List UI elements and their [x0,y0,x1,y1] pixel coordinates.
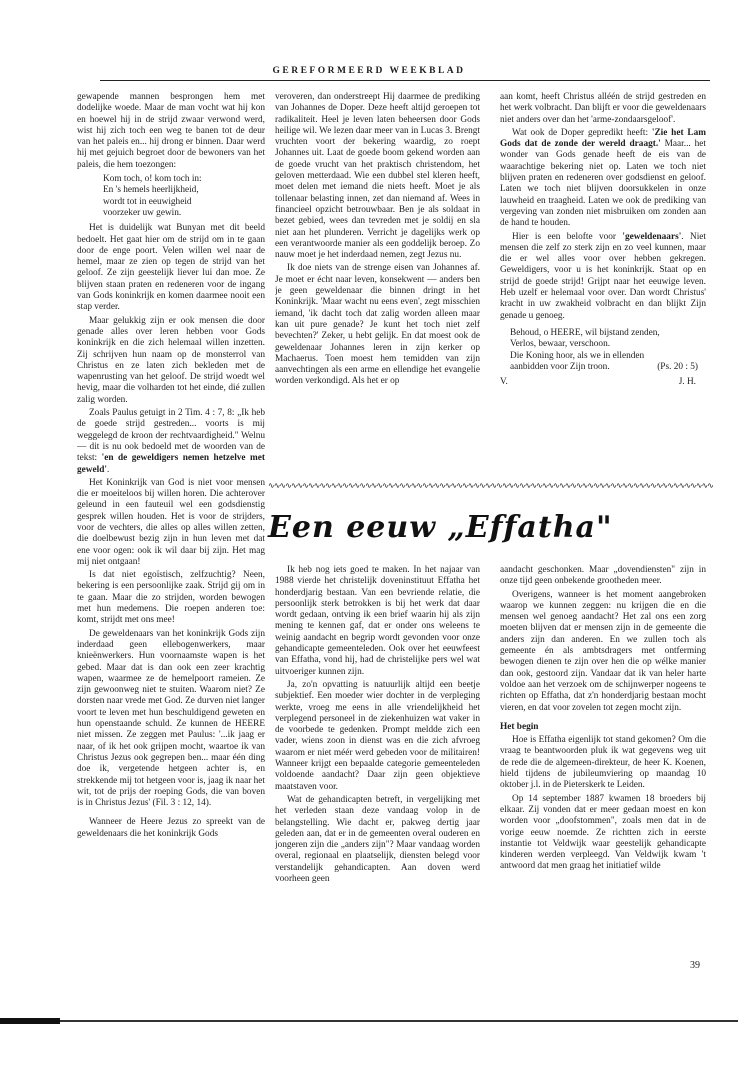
paragraph: Overigens, wanneer is het moment aangebroken waarop we kunnen zeggen: nu krijgen die en die mensen wel genoeg aandacht? Het zal ons een zorg moeten blijven dat er mensen zijn in de gemeente die anders zijn dan anderen. En we zullen toch als gemeente én als ambtsdragers met ontferming bewogen dienen te zijn over hen die op wélke manier dan ook, gestoord zijn. Vandaar dat ik van heler harte voldoe aan het verzoek om de schijnwerper nogeens te richten op Effatha, dat z'n honderdjarig bestaan mocht vieren, en dat voor zovelen tot zegen mocht zijn. [500,589,706,713]
paragraph: Wanneer de Heere Jezus zo spreekt van de geweldenaars die het koninkrijk Gods [77,817,265,839]
poem-line-text: aanbidden voor Zijn troon. [510,361,610,372]
running-header: GEREFORMEERD WEEKBLAD [272,66,466,76]
text-run: Wat ook de Doper gepredikt heeft: [512,127,652,138]
paragraph: veroveren, dan onderstreept Hij daarmee de prediking van Johannes de Doper. Deze heeft altijd geroepen tot radikaliteit. Heel je leven laten beheersen door Gods heilige wil. We lezen daar meer van in Lucas 3. Brengt vruchten voort der bekering waardig, zo roept Johannes uit. Laat de goede boom gekend worden aan de goede vrucht van het praktisch christendom, het geloven metterdaad. Wie een dubbel stel kleren heeft, moet delen met iemand die niets heeft. Moet je als tollenaar belasting innen, zet dan niemand af. Wees in financieel opzicht betrouwbaar. Ben je als soldaat in bezet gebied, wees dan tevreden met je soldij en sla niet aan het plunderen. Verricht je dagelijks werk op een verantwoorde manier als een goddelijk beroep. Zo nauw moet je het inderdaad nemen, zegt Jezus nu. [275,92,480,261]
text-run: Hier is een belofte voor [512,231,623,242]
paragraph: Maar gelukkig zijn er ook mensen die door genade alles over leren hebben voor Gods koninkrijk en die zich helemaal willen inzetten. Zij schrijven hun naam op de monsterrol van Christus en ze laten zich bekleden met de wapenrusting van het geloof. De strijd woedt wel hevig, maar die volharden tot het einde, dié zullen zalig worden. [77,315,265,405]
signature [500,377,706,388]
text-run: . Niet mensen die zelf zo sterk zijn en zo veel kunnen, maar die er wel alles voor over hebben gekregen. Geweldigers, voor u is het koninkrijk. Staat op en strijd de goede strijd! Grijpt naar het eeuwige leven. Heb uzelf er helemaal voor over. Dan wordt Christus' kracht in uw zwakheid volbracht en dan blijkt Zijn genade u genoeg. [500,231,706,321]
paragraph: gewapende mannen besprongen hem met dodelijke woede. Maar de man vocht wat hij kon en hoewel hij in de strijd zwaar verwond werd, wist hij zich toch een weg te banen tot de deur van het paleis en... hij drong er binnen. Daar werd hij met gejuich begroet door de bewoners van het paleis, die hem toezongen: [77,92,265,170]
scan-edge-artifact [0,1020,738,1022]
text-run: Zoals Paulus getuigt in 2 Tim. 4 : 7, 8: „Ik heb de goede strijd gestreden... voorts is mij weggelegd de kroon der rechtvaardigheid." Welnu — dit is nu ook bedoeld met de woorden van de tekst: [77,408,265,464]
section-subheading: Het begin [500,721,539,732]
poem-line: voorzeker uw gewin. [103,207,182,218]
poem-line: Verlos, bewaar, verschoon. [510,339,611,350]
column-3 [500,92,706,476]
poem-line [510,362,698,373]
article2-column-a [275,565,480,965]
paragraph: Het Koninkrijk van God is niet voor mensen die er moeiteloos bij willen horen. Die achterover geleund in een fauteuil wel een godsdienstig gesprek willen houden. Het is voor de strijders, voor de vechters, die alles op alles willen zetten, die doelbewust bezig zijn in hun leven met dat ene voor ogen: ook ik wil daar bij zijn. Het mag mij niet ontgaan! [77,477,265,567]
paragraph [77,408,265,476]
poem-line: wordt tot in eeuwigheid [103,196,192,207]
poem-line: Behoud, o HEERE, wil bijstand zenden, [510,327,660,338]
paragraph: Is dat niet egoïstisch, zelfzuchtig? Neen, bekering is een persoonlijke zaak. Strijd gij om in te gaan. Maar die zo strijden, worden bewogen met hun medemens. Die roepen anderen toe: komt, strijdt met ons mee! [77,570,265,626]
bold-quote: 'en de geweldigers nemen hetzelve met geweld' [77,453,265,475]
paragraph: Het is duidelijk wat Bunyan met dit beeld bedoelt. Het gaat hier om de strijd om in te gaan door de enge poort. Velen willen wel naar de hemel, maar ze zien op tegen de strijd van het geloof. Ze zijn geestelijk liever lui dan moe. Ze blijven staan praten en redeneren voor de ingang van Gods koninkrijk en komen daarmee nooit een stap verder. [77,223,265,313]
text-run: Maar... het wonder van Gods genade heeft de eis van de waarachtige bekering niet op. Laten we toch niet blijven praten en redeneren over godsdienst en geloof. Laten we toch niet blijven doorsukkelen in onze lauwheid en traagheid. Laten we ook de prediking van vergeving van zonden niet misbruiken om zonden aan de hand te houden. [500,139,706,229]
paragraph: Hoe is Effatha eigenlijk tot stand gekomen? Om die vraag te beantwoorden pluk ik wat gegevens weg uit de rede die de algemeen-direkteur, de heer K. Koenen, hield tijdens de jubileumviering op maandag 10 oktober j.l. in de Pieterskerk te Leiden. [500,735,706,791]
paragraph: aandacht geschonken. Maar „dovendiensten" zijn in onze tijd geen onbekende grootheden meer. [500,565,706,587]
paragraph: De geweldenaars van het koninkrijk Gods zijn inderdaad geen ellebogenwerkers, maar knieënwerkers. Hun voornaamste wapen is het gebed. Maar dat is dan ook een zeer krachtig wapen, waarmee ze de hemelpoort rameien. Ze zijn gewoonweg niet te stuiten. Waarom niet? Ze dorsten naar vrede met God. Ze durven niet langer voort te leven met hun beschuldigend geweten en hun openstaande schuld. Ze kunnen de HEERE niet missen. Ze zeggen met Paulus: '...ik jaag er naar, of ik het ook grijpen mocht, waartoe ik van Christus Jezus ook gegrepen ben... maar één ding doe ik, vergetende hetgeen achter is, en strekkende mij tot hetgeen voor is, jaag ik naar het wit, tot de prijs der roeping Gods, die van boven is in Christus Jezus' (Fil. 3 : 12, 14). [77,628,265,809]
poem-line: Kom toch, o! kom toch in: [103,174,202,185]
paragraph: Op 14 september 1887 kwamen 18 broeders bij elkaar. Zij vonden dat er meer gedaan moest en kon worden voor „doofstommen", zoals men dat in de vorige eeuw noemde. Ze richtten zich in eerste instantie tot Veldwijk waar geestelijk gehandicapte kinderen werden verpleegd. Van Veldwijk kwam 't antwoord dat men graag het initiatief wilde [500,793,706,872]
bold-quote: 'geweldenaars' [622,231,682,242]
column-1 [77,92,265,1012]
paragraph: Wat de gehandicapten betreft, in vergelijking met het verleden staan deze vandaag volop in de belangstelling. Wie dacht er, pakweg dertig jaar geleden aan, dat er in de gemeenten overal ouderen en jongeren zijn die „anders zijn"? Maar vandaag worden overal, regionaal en plaatselijk, diensten belegd voor verstandelijk gehandicapten. Aan doven werd voorheen geen [275,794,480,885]
poem-stanza [103,174,265,219]
paragraph: aan komt, heeft Christus alléén de strijd gestreden en het werk volbracht. Dan blijft er voor die geweldenaars niet anders over dan het 'arme-zondaarsgeloof'. [500,92,706,125]
article-title: Een eeuw „Effatha" [268,510,613,545]
paragraph: Ja, zo'n opvatting is natuurlijk altijd een beetje subjektief. Een moeder wier dochter in de verpleging werkte, vroeg me eens in alle vriendelijkheid het verplegend personeel in de ziekenhuizen wat vaker in de voorbede te gedenken. Prompt meldde zich een vader, wiens zoon in dienst was en die zich afvroeg waarom er niet méér werd gebeden voor de militairen! Wanneer krijgt een bepaalde categorie gemeenteleden voldoende aandacht? Daar zijn geen objektieve maatstaven voor. [275,679,480,792]
author-initials: J. H. [678,377,696,388]
poem-line: En 's hemels heerlijkheid, [103,185,199,196]
psalm-reference: (Ps. 20 : 5) [657,361,698,372]
paragraph [500,232,706,322]
decorative-border: ∿∿∿∿∿∿∿∿∿∿∿∿∿∿∿∿∿∿∿∿∿∿∿∿∿∿∿∿∿∿∿∿∿∿∿∿∿∿∿∿∿∿∿∿∿∿∿∿∿∿∿∿∿∿∿∿∿∿∿∿∿∿∿∿∿∿∿∿∿∿∿∿∿∿∿∿∿∿ [268,482,713,490]
column-2 [275,92,480,476]
page-number: 39 [690,960,700,971]
scan-edge-artifact [0,1018,60,1024]
header-rule [100,80,710,81]
paragraph: Ik heb nog iets goed te maken. In het najaar van 1988 vierde het christelijk doveninstituut Effatha het honderdjarig bestaan. Van een bevriende relatie, die persoonlijk sterk betrokken is bij het werk dat daar wordt gedaan, ontving ik een brief waarin hij als zijn mening te kennen gaf, dat er onder ons weleens te weinig aandacht en begrip wordt gevonden voor onze gehandicapte gemeenteleden. Ook over het eeuwfeest van Effatha, vond hij, had de christelijke pers wel wat uitvoeriger kunnen zijn. [275,565,480,677]
text-run: . [106,464,110,475]
bold-quote: 'Zie het Lam Gods dat de zonde der wereld draagt.' [500,127,706,150]
paragraph: Ik doe niets van de strenge eisen van Johannes af. Je moet er écht naar leven, konsekwent — anders ben je geen geweldenaar die binnen dringt in het Koninkrijk. 'Maar wacht nu eens even', zegt misschien iemand, 'ik dacht toch dat zalig worden alleen maar kan uit pure genade? Je kunt het toch niet zelf bevechten?' Zeker, u hebt gelijk. En dat moest ook de geweldenaar Johannes leren in zijn kerker op Machaerus. Toen moest hem temidden van zijn aanvechtingen als een arme en ellendige het evangelie worden verkondigd. Als het er op [275,263,480,387]
psalm-stanza [510,328,706,373]
paragraph [500,128,706,230]
signature-initial: V. [500,377,508,388]
poem-line: Die Koning hoor, als we in ellenden [510,350,645,361]
article2-column-b [500,565,706,955]
